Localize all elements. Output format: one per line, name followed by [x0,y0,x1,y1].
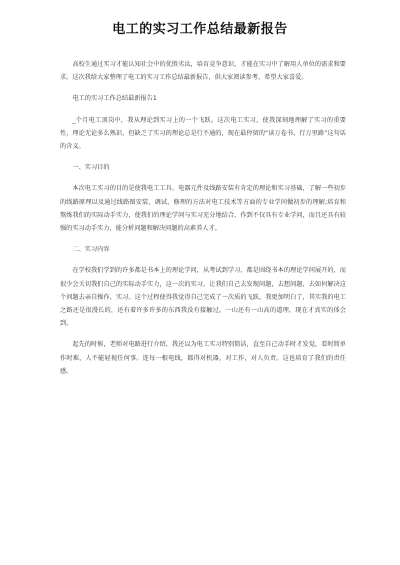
paragraph-gap [60,84,346,92]
document-body [60,58,346,378]
section-heading: 二、实习内容 [72,246,110,254]
section-heading: 一、实习目的 [72,164,110,172]
body-paragraph: 高校生通过实习才能认知社会中的优胜劣汰，培育竞争意识，才能在实习中了解用人单位的需求和要求。这次我给大家整理了电工的实习工作总结最新报告，供大家阅读参考，希望大家喜爱。 [60,61,346,82]
body-paragraph: 本次电工实习的目的是使我电工工具、电器元件及线路安装有肯定的理论和实习基础，了解一些初步的线路原理以及通过线路图安装、调试、修理的方法对电工技术等方面的专业学问做初步的理解;培育和熬炼我们的实际动手实力，使我们的理论学问与实习充分地结合，作到不仅具有专业学问，而且还具有较强的实习动手实力，能分析问题和解决问题的高素养人才。 [60,185,346,233]
paragraph-gap [60,153,346,161]
paragraph-gap [60,106,346,114]
section-heading: 电工的实习工作总结最新报告1 [72,95,157,103]
paragraph-gap [60,330,346,338]
paragraph-gap [60,256,346,264]
body-paragraph: 起先的时候，老师对电路进行介绍，我还以为电工实习特别简洁，直至自己动手时才发觉，看时简单作时难，人不能轻视任何事。连每一根电线，都得对机器，对工作，对人负责。这也培育了我们的责任感。 [60,341,346,375]
paragraph-gap [60,174,346,182]
body-paragraph: 在学校我们学到的许多都是书本上的理论学问，从考试到学习，都是围绕书本的理论学问展开的，而很少会关切我们自己的实际动手实力，这一次的实习，让我们自己去发现问题，去想问题，去如何解决这个问题去亲自操作，实习。这个过程使得我觉得自己完成了一次质的飞跃，我更加明白了，其实我的电工之路还是很漫长的，还有着许多许多的东西我没有接触过，一山还有一山高的道理，现在才真实的体会到。 [60,267,346,328]
paragraph-gap [60,235,346,243]
document-title: 电工的实习工作总结最新报告 [112,22,288,37]
body-paragraph: _个月电工顶岗中，我从理论到实习上的一个飞跃。这次电工实习，使我深刻地理解了实习的重要性，理论无论多么熟识，但缺乏了实习的理论总是行不通的，现在最停留的“读万卷书，行万里路”这句话的含义。 [60,116,346,151]
